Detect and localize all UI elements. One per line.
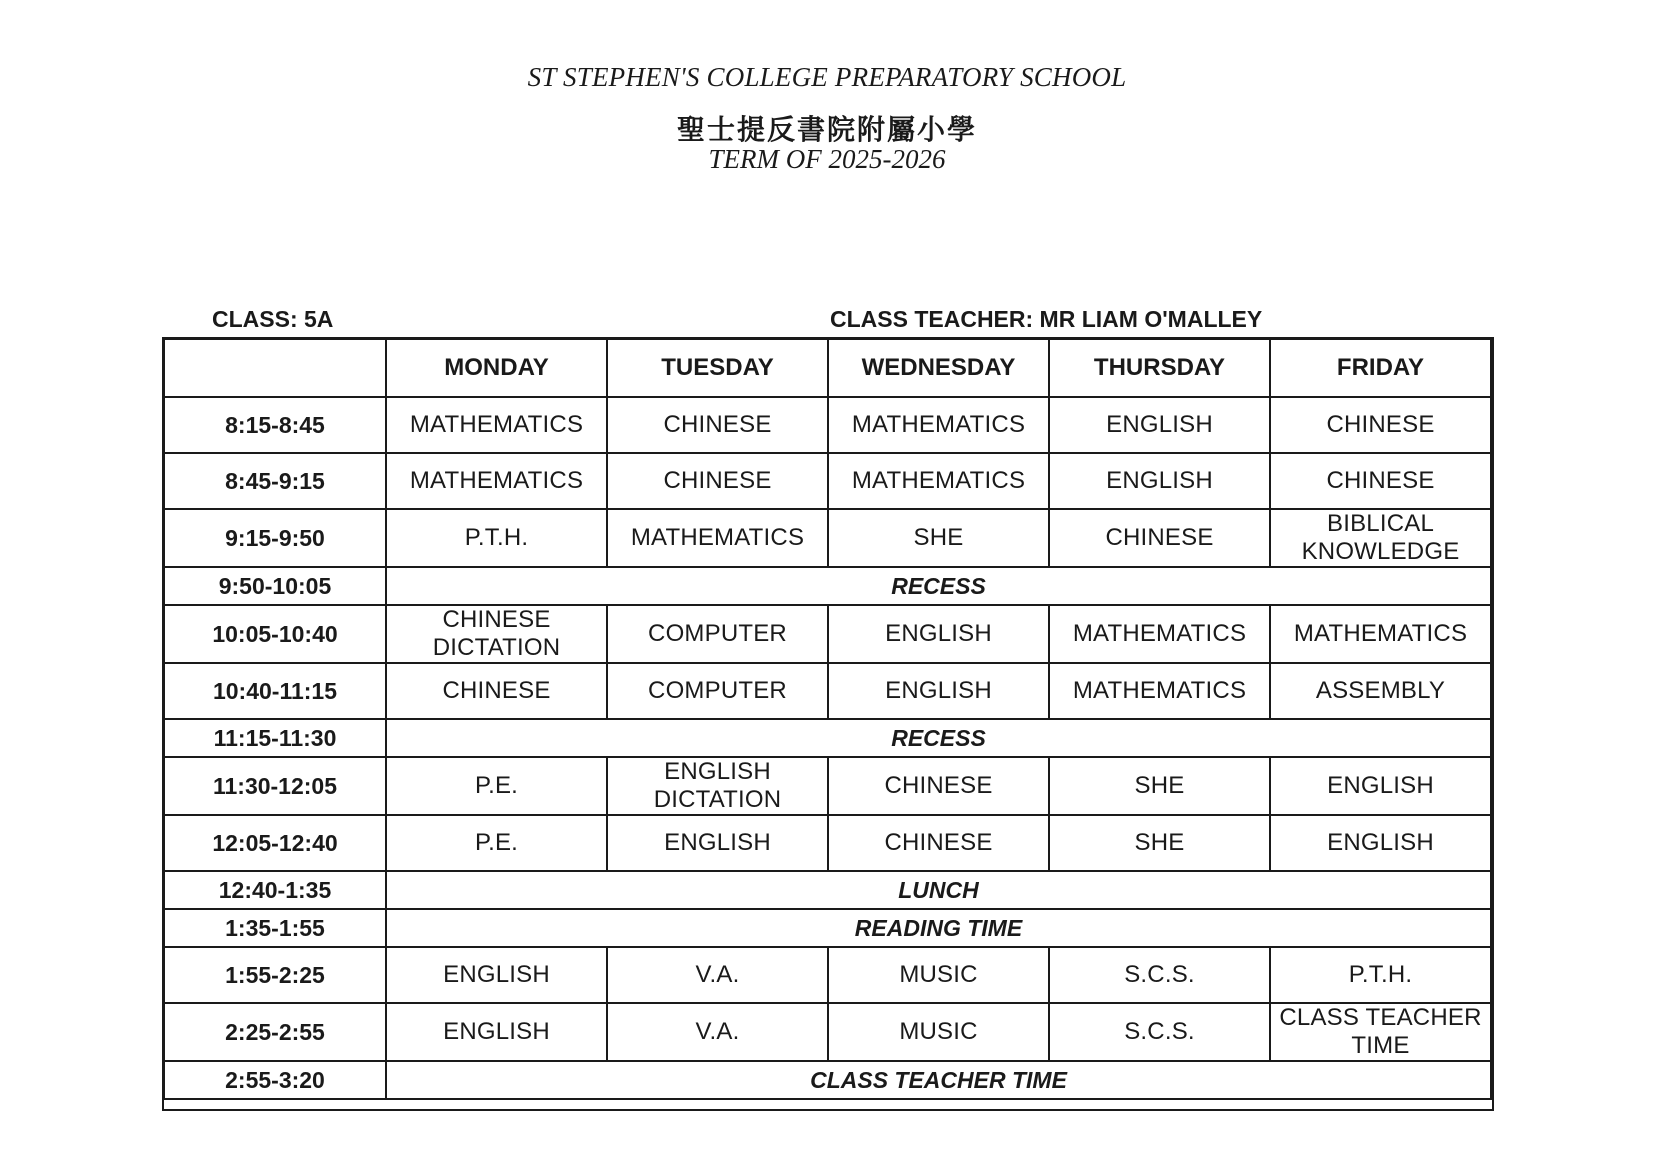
subject-cell-thursday: SHE <box>1049 815 1270 871</box>
timetable-body <box>164 397 1491 1099</box>
subject-cell-tuesday: V.A. <box>607 1003 828 1061</box>
time-slot-cell: 2:25-2:55 <box>164 1003 386 1061</box>
day-header-friday: FRIDAY <box>1270 339 1491 397</box>
lesson-row <box>164 947 1491 1003</box>
subject-cell-monday: ENGLISH <box>386 1003 607 1061</box>
break-label-cell: READING TIME <box>386 909 1491 947</box>
subject-cell-monday: ENGLISH <box>386 947 607 1003</box>
time-slot-cell: 1:55-2:25 <box>164 947 386 1003</box>
break-label-cell: CLASS TEACHER TIME <box>386 1061 1491 1099</box>
time-slot-cell: 2:55-3:20 <box>164 1061 386 1099</box>
day-header-wednesday: WEDNESDAY <box>828 339 1049 397</box>
break-row <box>164 567 1491 605</box>
break-row <box>164 1061 1491 1099</box>
subject-cell-wednesday: MUSIC <box>828 947 1049 1003</box>
subject-cell-friday: ENGLISH <box>1270 815 1491 871</box>
subject-cell-wednesday: SHE <box>828 509 1049 567</box>
term-title: TERM OF 2025-2026 <box>708 144 946 174</box>
break-label-cell: LUNCH <box>386 871 1491 909</box>
timetable <box>163 338 1492 1100</box>
subject-cell-wednesday: MUSIC <box>828 1003 1049 1061</box>
subject-cell-tuesday: CHINESE <box>607 453 828 509</box>
subject-cell-wednesday: MATHEMATICS <box>828 453 1049 509</box>
subject-cell-friday: P.T.H. <box>1270 947 1491 1003</box>
subject-cell-monday: P.E. <box>386 757 607 815</box>
break-label-cell: RECESS <box>386 567 1491 605</box>
time-slot-cell: 11:30-12:05 <box>164 757 386 815</box>
subject-cell-thursday: ENGLISH <box>1049 453 1270 509</box>
subject-cell-wednesday: ENGLISH <box>828 663 1049 719</box>
class-teacher-label: CLASS TEACHER: MR LIAM O'MALLEY <box>830 306 1263 332</box>
time-slot-cell: 12:05-12:40 <box>164 815 386 871</box>
subject-cell-tuesday: ENGLISH DICTATION <box>607 757 828 815</box>
lesson-row <box>164 757 1491 815</box>
subject-cell-friday: BIBLICAL KNOWLEDGE <box>1270 509 1491 567</box>
school-name: ST STEPHEN'S COLLEGE PREPARATORY SCHOOL <box>527 62 1127 92</box>
class-label: CLASS: 5A <box>212 306 334 332</box>
lesson-row <box>164 663 1491 719</box>
subject-cell-thursday: MATHEMATICS <box>1049 663 1270 719</box>
subject-cell-friday: CHINESE <box>1270 397 1491 453</box>
subject-cell-friday: ASSEMBLY <box>1270 663 1491 719</box>
time-slot-cell: 12:40-1:35 <box>164 871 386 909</box>
subject-cell-tuesday: CHINESE <box>607 397 828 453</box>
timetable-header-row <box>164 339 1491 397</box>
subject-cell-monday: P.E. <box>386 815 607 871</box>
subject-cell-wednesday: CHINESE <box>828 757 1049 815</box>
time-slot-cell: 8:45-9:15 <box>164 453 386 509</box>
subject-cell-wednesday: ENGLISH <box>828 605 1049 663</box>
subject-cell-monday: CHINESE DICTATION <box>386 605 607 663</box>
day-header-monday: MONDAY <box>386 339 607 397</box>
subject-cell-thursday: S.C.S. <box>1049 947 1270 1003</box>
subject-cell-thursday: S.C.S. <box>1049 1003 1270 1061</box>
break-row <box>164 871 1491 909</box>
lesson-row <box>164 1003 1491 1061</box>
time-column-header <box>164 339 386 397</box>
subject-cell-monday: P.T.H. <box>386 509 607 567</box>
subject-cell-friday: ENGLISH <box>1270 757 1491 815</box>
school-name-chinese: 聖士提反書院附屬小學 <box>676 113 977 146</box>
subject-cell-thursday: SHE <box>1049 757 1270 815</box>
subject-cell-monday: CHINESE <box>386 663 607 719</box>
break-row <box>164 909 1491 947</box>
subject-cell-thursday: CHINESE <box>1049 509 1270 567</box>
day-header-tuesday: TUESDAY <box>607 339 828 397</box>
subject-cell-friday: MATHEMATICS <box>1270 605 1491 663</box>
break-label-cell: RECESS <box>386 719 1491 757</box>
lesson-row <box>164 453 1491 509</box>
subject-cell-tuesday: COMPUTER <box>607 663 828 719</box>
subject-cell-monday: MATHEMATICS <box>386 397 607 453</box>
lesson-row <box>164 605 1491 663</box>
lesson-row <box>164 397 1491 453</box>
subject-cell-wednesday: MATHEMATICS <box>828 397 1049 453</box>
subject-cell-friday: CHINESE <box>1270 453 1491 509</box>
time-slot-cell: 9:50-10:05 <box>164 567 386 605</box>
time-slot-cell: 11:15-11:30 <box>164 719 386 757</box>
time-slot-cell: 10:40-11:15 <box>164 663 386 719</box>
day-header-thursday: THURSDAY <box>1049 339 1270 397</box>
subject-cell-wednesday: CHINESE <box>828 815 1049 871</box>
subject-cell-tuesday: V.A. <box>607 947 828 1003</box>
subject-cell-tuesday: MATHEMATICS <box>607 509 828 567</box>
time-slot-cell: 9:15-9:50 <box>164 509 386 567</box>
subject-cell-friday: CLASS TEACHER TIME <box>1270 1003 1491 1061</box>
subject-cell-thursday: MATHEMATICS <box>1049 605 1270 663</box>
lesson-row <box>164 509 1491 567</box>
time-slot-cell: 8:15-8:45 <box>164 397 386 453</box>
subject-cell-tuesday: ENGLISH <box>607 815 828 871</box>
subject-cell-monday: MATHEMATICS <box>386 453 607 509</box>
time-slot-cell: 1:35-1:55 <box>164 909 386 947</box>
subject-cell-tuesday: COMPUTER <box>607 605 828 663</box>
break-row <box>164 719 1491 757</box>
lesson-row <box>164 815 1491 871</box>
time-slot-cell: 10:05-10:40 <box>164 605 386 663</box>
subject-cell-thursday: ENGLISH <box>1049 397 1270 453</box>
